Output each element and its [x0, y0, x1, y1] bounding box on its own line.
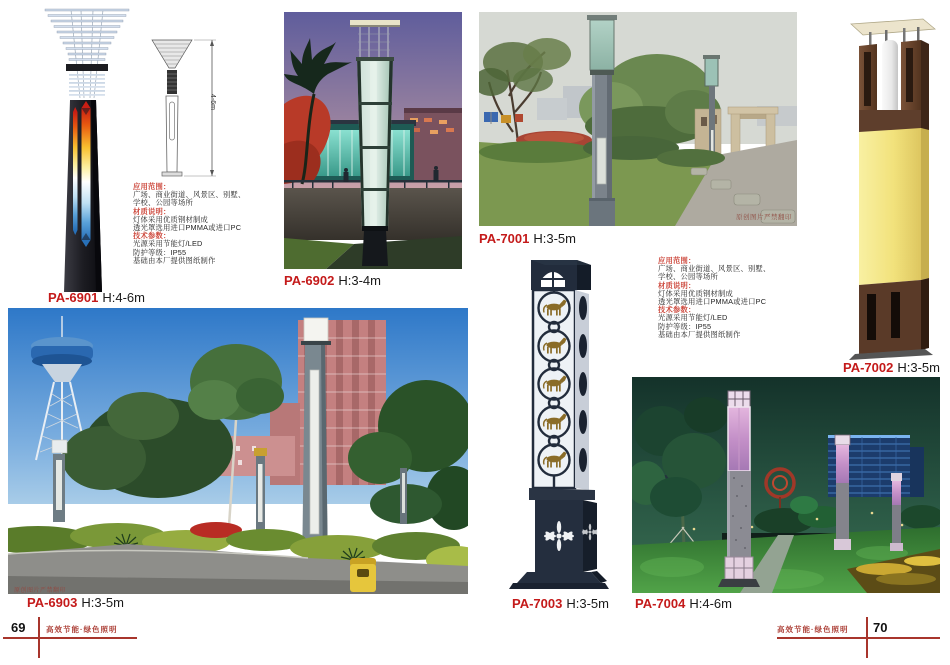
footer-slogan-right: 高效节能·绿色照明	[777, 625, 849, 634]
spec-line: 学校、公园等场所	[658, 272, 718, 282]
lamp-post	[64, 100, 102, 292]
footer-rule-right	[777, 637, 940, 639]
spec-line: 灯体采用优质钢材制成	[133, 214, 208, 224]
spec-line: 基础由本厂提供图纸制作	[658, 329, 741, 339]
spec-line: 灯体采用优质钢材制成	[658, 288, 733, 298]
product-height: H:3-5m	[533, 231, 576, 246]
product-label-pa7003	[512, 597, 609, 611]
spec-line: 防护等级：IP55	[133, 247, 187, 257]
product-label-pa7001	[479, 232, 576, 246]
product-code: PA-7004	[635, 596, 686, 611]
spec-line: 学校、公园等场所	[133, 198, 193, 208]
pa6901-lamp-rendering	[40, 8, 140, 292]
yellow-light-section	[859, 128, 929, 285]
spec-line: 光源采用节能灯/LED	[658, 313, 728, 323]
spec-heading: 材质说明：	[658, 280, 696, 290]
product-height: H:4-6m	[102, 290, 145, 305]
product-code: PA-6902	[284, 273, 335, 288]
spec-heading: 应用范围：	[133, 182, 171, 191]
pa7001-photo	[479, 12, 797, 226]
product-height: H:4-6m	[689, 596, 732, 611]
spec-line: 基础由本厂提供图纸制作	[133, 255, 216, 265]
product-height: H:3-4m	[338, 273, 381, 288]
product-code: PA-7003	[512, 596, 563, 611]
product-label-pa7002	[843, 361, 940, 375]
product-label-pa7004	[635, 597, 732, 611]
spec-heading: 材质说明：	[133, 206, 171, 216]
photo-watermark: 原创图片严禁翻印	[736, 214, 792, 221]
product-height: H:3-5m	[566, 596, 609, 611]
footer-slogan-left: 高效节能·绿色照明	[46, 625, 118, 634]
product-label-pa6903	[27, 596, 124, 610]
lamp-base	[509, 488, 609, 589]
spec-line: 光源采用节能灯/LED	[133, 239, 203, 249]
drawing-dimension-label: 4-6m	[209, 94, 216, 110]
spec-heading: 技术参数：	[658, 305, 696, 315]
product-label-pa6901	[48, 291, 145, 305]
page-number-left: 69	[11, 620, 26, 635]
spec-line: 防护等级：IP55	[658, 321, 712, 331]
drawing-lamp-outline	[152, 40, 192, 176]
lamp-top-fins	[45, 9, 129, 98]
product-code: PA-6901	[48, 290, 99, 305]
lamp-body	[533, 290, 589, 490]
product-code: PA-6903	[27, 595, 78, 610]
spec-block-right	[658, 257, 798, 339]
product-height: H:3-5m	[897, 360, 940, 375]
pa6902-photo	[284, 12, 462, 269]
pa7004-photo	[632, 377, 940, 593]
spec-line: 广场、商业街道、风景区、别墅、	[658, 264, 771, 274]
pa7002-lamp-rendering	[835, 12, 947, 360]
lamp-cap	[531, 260, 591, 290]
spec-heading: 应用范围：	[658, 256, 696, 265]
spec-line: 透光罩选用进口PMMA或进口PC	[133, 223, 242, 233]
spec-heading: 技术参数：	[133, 231, 171, 241]
photo-watermark: 原创图片严禁翻印	[14, 588, 67, 594]
trash-bin	[350, 558, 376, 592]
product-code: PA-7002	[843, 360, 894, 375]
pa7003-lamp-rendering	[503, 250, 628, 596]
page-number-right: 70	[873, 620, 888, 635]
midground-pillar-lamp	[834, 435, 851, 550]
pa6903-photo	[8, 308, 468, 594]
spec-line: 广场、商业街道、风景区、别墅、	[133, 190, 246, 200]
product-code: PA-7001	[479, 231, 530, 246]
inner-light-cylinder	[882, 40, 898, 116]
footer-rule-left	[3, 637, 137, 639]
spec-block-left	[133, 183, 273, 265]
product-height: H:3-5m	[81, 595, 124, 610]
lower-brown-section	[849, 278, 933, 360]
spec-line: 透光罩选用进口PMMA或进口PC	[658, 297, 767, 307]
dark-lawn	[326, 236, 462, 269]
product-label-pa6902	[284, 274, 381, 288]
